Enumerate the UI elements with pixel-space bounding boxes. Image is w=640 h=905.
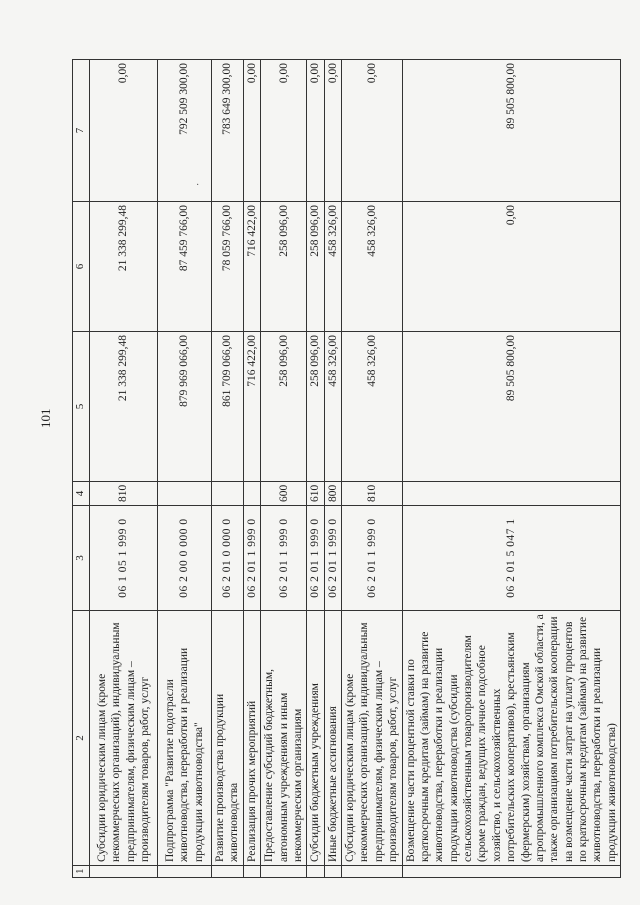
row-marker-cell xyxy=(90,866,158,878)
row-description: Субсидии юридическим лицам (кроме некоммерческих организаций), индивидуальным предпринимателям, физическим лицам – производителям товаров, работ, услуг xyxy=(90,611,158,866)
row-value-regional: 21 338 299,48 xyxy=(90,202,158,332)
row-marker-cell xyxy=(307,866,324,878)
row-description: Реализация прочих мероприятий xyxy=(243,611,260,866)
row-value-regional: 78 059 766,00 xyxy=(212,202,244,332)
table-row xyxy=(261,60,307,878)
row-value-federal: 783 649 300,00 xyxy=(212,60,244,202)
row-value-regional: 87 459 766,00 xyxy=(158,202,212,332)
row-code: 06 2 01 1 999 0 xyxy=(243,506,260,611)
row-value-federal: 0,00 xyxy=(307,60,324,202)
table-row xyxy=(342,60,403,878)
column-header: 3 xyxy=(73,506,90,611)
row-code: 06 2 01 1 999 0 xyxy=(324,506,341,611)
budget-table xyxy=(72,59,621,878)
row-value-total: 258 096,00 xyxy=(307,332,324,482)
row-value-regional: 716 422,00 xyxy=(243,202,260,332)
page-number: 101 xyxy=(38,408,53,428)
table-row xyxy=(212,60,244,878)
row-expense-type: 800 xyxy=(324,482,341,506)
row-marker-cell xyxy=(158,866,212,878)
column-header: 2 xyxy=(73,611,90,866)
row-value-total: 861 709 066,00 xyxy=(212,332,244,482)
row-code: 06 2 00 0 000 0 xyxy=(158,506,212,611)
row-expense-type: 810 xyxy=(90,482,158,506)
table-row xyxy=(402,60,621,878)
header-row xyxy=(73,60,90,878)
column-header: 6 xyxy=(73,202,90,332)
row-code: 06 1 05 1 999 0 xyxy=(90,506,158,611)
row-value-regional: 458 326,00 xyxy=(324,202,341,332)
row-value-total: 21 338 299,48 xyxy=(90,332,158,482)
column-header: 4 xyxy=(73,482,90,506)
row-value-total: 716 422,00 xyxy=(243,332,260,482)
rotated-table-container xyxy=(72,60,618,878)
row-value-regional: 258 096,00 xyxy=(307,202,324,332)
row-value-regional: 258 096,00 xyxy=(261,202,307,332)
column-header: 1 xyxy=(73,866,90,878)
row-value-total: 89 505 800,00 xyxy=(402,332,621,482)
row-value-total: 458 326,00 xyxy=(324,332,341,482)
row-code: 06 2 01 0 000 0 xyxy=(212,506,244,611)
row-marker-cell xyxy=(342,866,403,878)
row-expense-type: 610 xyxy=(307,482,324,506)
row-marker-cell xyxy=(261,866,307,878)
table-row xyxy=(158,60,212,878)
table-row xyxy=(243,60,260,878)
row-expense-type xyxy=(158,482,212,506)
row-value-federal: 0,00 xyxy=(243,60,260,202)
row-code: 06 2 01 1 999 0 xyxy=(261,506,307,611)
row-description: Развитие производства продукции животноводства xyxy=(212,611,244,866)
row-value-federal: 0,00 xyxy=(342,60,403,202)
row-code: 06 2 01 5 047 1 xyxy=(402,506,621,611)
row-marker-cell xyxy=(402,866,621,878)
row-value-federal: 792 509 300,00 xyxy=(158,60,212,202)
row-marker-cell xyxy=(324,866,341,878)
row-marker-cell xyxy=(212,866,244,878)
column-header: 7 xyxy=(73,60,90,202)
row-expense-type: 600 xyxy=(261,482,307,506)
row-value-total: 258 096,00 xyxy=(261,332,307,482)
row-description: Подпрограмма "Развитие подотрасли животноводства, переработки и реализации продукции животноводства" xyxy=(158,611,212,866)
row-code: 06 2 01 1 999 0 xyxy=(307,506,324,611)
row-value-federal: 0,00 xyxy=(90,60,158,202)
row-value-federal: 89 505 800,00 xyxy=(402,60,621,202)
row-value-federal: 0,00 xyxy=(324,60,341,202)
row-value-regional: 458 326,00 xyxy=(342,202,403,332)
table-row xyxy=(324,60,341,878)
row-description: Возмещение части процентной ставки по краткосрочным кредитам (займам) на развитие животноводства, переработки и реализации продукции животноводства (субсидии сельскохозяйственным товаропроизводителям (кроме граждан, ведущих личное подсобное хозяйство, и сельскохозяйственных потребительских кооперативов), крестьянским (фермерским) хозяйствам, организациям агропромышленного комплекса Омской области, а также организациям потребительской кооперации на возмещение части затрат на уплату процентов по краткосрочным кредитам (займам) на развитие животноводства, переработки и реализации продукции животноводства) xyxy=(402,611,621,866)
row-description: Субсидии бюджетным учреждениям xyxy=(307,611,324,866)
row-marker-cell xyxy=(243,866,260,878)
row-description: Субсидии юридическим лицам (кроме некоммерческих организаций), индивидуальным предпринимателям, физическим лицам – производителям товаров, работ, услуг xyxy=(342,611,403,866)
row-value-regional: 0,00 xyxy=(402,202,621,332)
table-row xyxy=(90,60,158,878)
row-value-federal: 0,00 xyxy=(261,60,307,202)
column-header: 5 xyxy=(73,332,90,482)
row-expense-type: 810 xyxy=(342,482,403,506)
row-code: 06 2 01 1 999 0 xyxy=(342,506,403,611)
scan-speck: · xyxy=(196,180,200,191)
table-row xyxy=(307,60,324,878)
row-value-total: 879 969 066,00 xyxy=(158,332,212,482)
row-value-total: 458 326,00 xyxy=(342,332,403,482)
row-expense-type xyxy=(402,482,621,506)
row-expense-type xyxy=(243,482,260,506)
row-description: Предоставление субсидий бюджетным, автономным учреждениям и иным некоммерческим организациям xyxy=(261,611,307,866)
row-expense-type xyxy=(212,482,244,506)
row-description: Иные бюджетные ассигнования xyxy=(324,611,341,866)
